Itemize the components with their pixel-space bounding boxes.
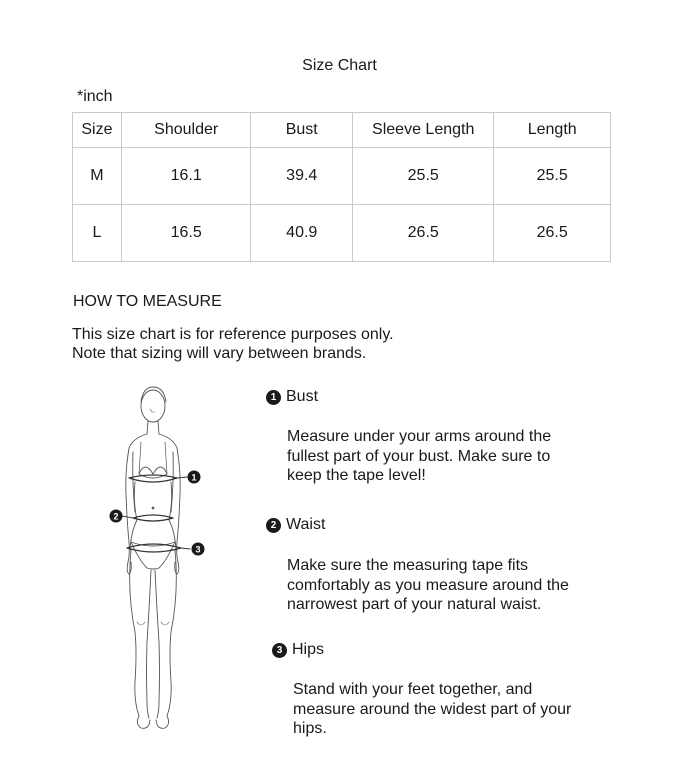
header-bust: Bust [251, 113, 353, 148]
step-line: fullest part of your bust. Make sure to [287, 447, 551, 465]
cell-bust: 39.4 [251, 148, 353, 205]
bust-measure-band [129, 475, 177, 482]
figure-left-foot [137, 716, 150, 728]
step-line: narrowest part of your natural waist. [287, 596, 542, 613]
step-line: Measure under your arms around the [287, 428, 552, 445]
step-waist-heading [266, 516, 325, 534]
intro-text [72, 325, 394, 363]
header-size: Size [73, 113, 122, 148]
figure-right-hand [175, 562, 179, 574]
intro-line: Note that sizing will vary between brands. [72, 345, 367, 362]
step-line: Stand with your feet together, and [293, 681, 533, 698]
figure-neck [147, 421, 159, 434]
marker-label: 2 [113, 511, 119, 522]
marker-label: 1 [191, 472, 197, 483]
figure-left-hand [127, 562, 131, 574]
cell-length: 25.5 [494, 148, 611, 205]
cell-bust: 40.9 [251, 205, 353, 262]
unit-note: *inch [77, 88, 113, 105]
step-waist-description [287, 556, 607, 615]
cell-sleeve-length: 26.5 [353, 205, 494, 262]
step-line: hips. [293, 720, 327, 737]
header-length: Length [494, 113, 611, 148]
step-label: Bust [286, 388, 319, 405]
step-bust-description [287, 427, 607, 486]
step-bust-heading [266, 388, 318, 406]
step-number-badge: 1 [266, 390, 281, 405]
table-row [73, 205, 611, 262]
step-line: comfortably as you measure around the [287, 576, 569, 594]
step-number-badge: 2 [266, 518, 281, 533]
how-to-measure-heading: HOW TO MEASURE [73, 293, 222, 310]
marker-label: 3 [195, 544, 201, 555]
figure-left-arm [126, 434, 147, 562]
figure-right-foot [156, 716, 169, 728]
waist-measure-band [133, 515, 173, 521]
intro-line: This size chart is for reference purposes only. [72, 326, 394, 343]
figure-left-leg [130, 550, 139, 716]
figure-right-arm [159, 434, 180, 562]
step-line: measure around the widest part of your [293, 700, 572, 718]
header-shoulder: Shoulder [121, 113, 251, 148]
table-row [73, 148, 611, 205]
figure-torso [130, 482, 176, 550]
figure-bra [139, 467, 167, 474]
step-hips-heading [272, 641, 324, 659]
cell-length: 26.5 [494, 205, 611, 262]
header-sleeve-length: Sleeve Length [353, 113, 494, 148]
cell-sleeve-length: 25.5 [353, 148, 494, 205]
step-label: Hips [292, 641, 325, 658]
body-figure-illustration [105, 382, 215, 734]
cell-size: M [73, 148, 122, 205]
step-hips-description [293, 680, 613, 739]
table-header-row [73, 113, 611, 148]
cell-shoulder: 16.5 [121, 205, 251, 262]
step-line: keep the tape level! [287, 467, 426, 484]
figure-right-leg [167, 550, 176, 716]
step-label: Waist [286, 516, 326, 533]
cell-size: L [73, 205, 122, 262]
cell-shoulder: 16.1 [121, 148, 251, 205]
step-number-badge: 3 [272, 643, 287, 658]
figure-head [141, 390, 165, 422]
size-chart-table [72, 112, 611, 262]
page-title: Size Chart [302, 57, 377, 74]
step-line: Make sure the measuring tape fits [287, 557, 529, 574]
